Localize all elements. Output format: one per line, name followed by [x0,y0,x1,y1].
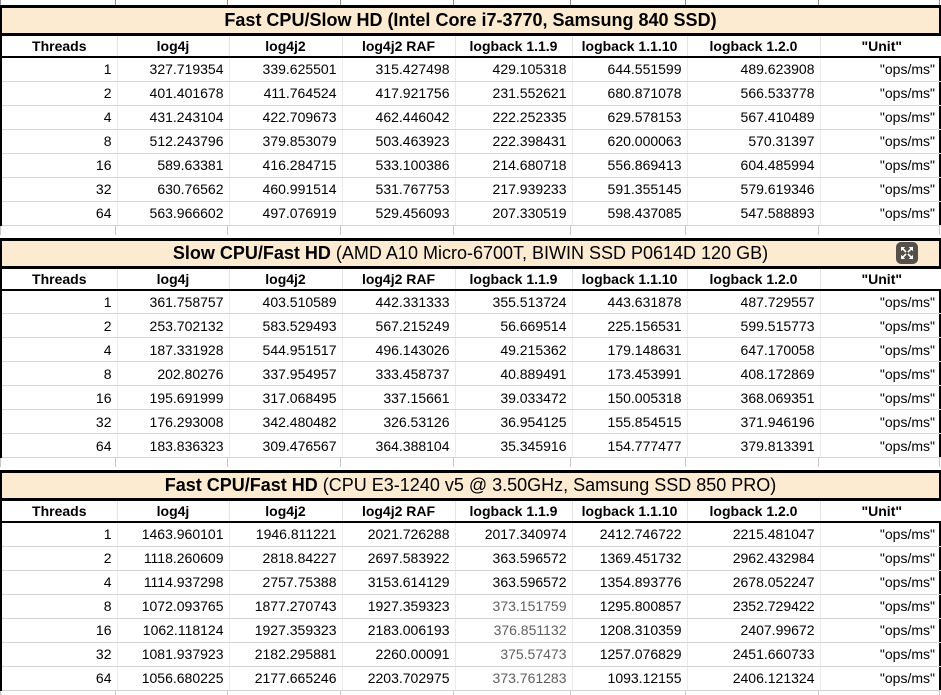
column-header-unit: "Unit" [820,36,941,57]
value-cell: 2182.295881 [229,642,342,666]
value-cell: 1877.270743 [229,594,342,618]
table-row [2,57,941,81]
value-cell: 222.398431 [455,129,572,153]
column-header-unit: "Unit" [820,269,941,290]
value-cell: 39.033472 [455,386,572,410]
value-cell: 155.854515 [572,410,687,434]
threads-cell: 1 [2,522,117,546]
unit-cell: "ops/ms" [820,434,941,458]
value-cell: 179.148631 [572,338,687,362]
benchmark-table-fast-cpu-slow-hd [0,5,941,226]
table-row [2,546,941,570]
column-header-logback-1.1.10: logback 1.1.10 [572,269,687,290]
table-title-bold: Slow CPU/Fast HD [172,242,331,263]
column-header-threads: Threads [2,269,117,290]
value-cell: 496.143026 [342,338,455,362]
value-cell: 56.669514 [455,314,572,338]
value-cell: 3153.614129 [342,570,455,594]
value-cell: 371.946196 [687,410,820,434]
value-cell: 337.954957 [229,362,342,386]
unit-cell: "ops/ms" [820,153,941,177]
value-cell: 2818.84227 [229,546,342,570]
unit-cell: "ops/ms" [820,546,941,570]
column-header-logback-1.1.9: logback 1.1.9 [455,269,572,290]
value-cell: 1114.937298 [117,570,229,594]
value-cell: 443.631878 [572,290,687,314]
value-cell: 2203.702975 [342,666,455,690]
threads-cell: 64 [2,666,117,690]
value-cell: 379.853079 [229,129,342,153]
benchmark-table-slow-cpu-fast-hd [0,238,941,459]
value-cell: 195.691999 [117,386,229,410]
value-cell: 355.513724 [455,290,572,314]
unit-cell: "ops/ms" [820,386,941,410]
threads-cell: 8 [2,129,117,153]
column-header-logback-1.2.0: logback 1.2.0 [687,269,820,290]
column-header-log4j2-raf: log4j2 RAF [342,269,455,290]
threads-cell: 16 [2,153,117,177]
threads-cell: 4 [2,570,117,594]
table-row [2,642,941,666]
unit-cell: "ops/ms" [820,57,941,81]
value-cell: 2412.746722 [572,522,687,546]
value-cell: 368.069351 [687,386,820,410]
value-cell: 503.463923 [342,129,455,153]
column-header-log4j2: log4j2 [229,269,342,290]
value-cell: 2678.052247 [687,570,820,594]
table-row [2,434,941,458]
table-row [2,105,941,129]
value-cell: 317.068495 [229,386,342,410]
value-cell: 363.596572 [455,570,572,594]
value-cell: 1093.12155 [572,666,687,690]
value-cell: 326.53126 [342,410,455,434]
unit-cell: "ops/ms" [820,105,941,129]
value-cell: 176.293008 [117,410,229,434]
value-cell: 253.702132 [117,314,229,338]
unit-cell: "ops/ms" [820,410,941,434]
value-cell: 1062.118124 [117,618,229,642]
table-row [2,618,941,642]
value-cell: 2183.006193 [342,618,455,642]
value-cell: 309.476567 [229,434,342,458]
value-cell: 2451.660733 [687,642,820,666]
value-cell: 589.63381 [117,153,229,177]
threads-cell: 16 [2,386,117,410]
value-cell: 154.777477 [572,434,687,458]
unit-cell: "ops/ms" [820,201,941,225]
expand-icon[interactable] [896,242,918,264]
unit-cell: "ops/ms" [820,618,941,642]
value-cell: 644.551599 [572,57,687,81]
value-cell: 315.427498 [342,57,455,81]
value-cell: 1354.893776 [572,570,687,594]
value-cell: 363.596572 [455,546,572,570]
value-cell: 570.31397 [687,129,820,153]
threads-cell: 8 [2,362,117,386]
column-header-log4j: log4j [117,269,229,290]
column-header-log4j2: log4j2 [229,36,342,57]
value-cell: 1369.451732 [572,546,687,570]
threads-cell: 4 [2,338,117,362]
table-title [173,241,768,266]
table-title-detail: (AMD A10 Micro-6700T, BIWIN SSD P0614D 120 GB) [330,242,769,263]
value-cell: 629.578153 [572,105,687,129]
threads-cell: 64 [2,434,117,458]
column-header-log4j: log4j [117,501,229,522]
value-cell: 1946.811221 [229,522,342,546]
value-cell: 429.105318 [455,57,572,81]
value-cell: 373.761283 [455,666,572,690]
value-cell: 630.76562 [117,177,229,201]
value-cell: 2406.121324 [687,666,820,690]
benchmark-table-fast-cpu-fast-hd [0,470,941,691]
table-title [224,8,716,33]
column-header-logback-1.2.0: logback 1.2.0 [687,36,820,57]
value-cell: 2352.729422 [687,594,820,618]
value-cell: 1295.800857 [572,594,687,618]
value-cell: 547.588893 [687,201,820,225]
value-cell: 183.836323 [117,434,229,458]
column-header-logback-1.2.0: logback 1.2.0 [687,501,820,522]
value-cell: 487.729557 [687,290,820,314]
value-cell: 591.355145 [572,177,687,201]
value-cell: 2260.00091 [342,642,455,666]
column-header-logback-1.1.10: logback 1.1.10 [572,36,687,57]
threads-cell: 2 [2,314,117,338]
value-cell: 49.215362 [455,338,572,362]
column-header-logback-1.1.9: logback 1.1.9 [455,36,572,57]
value-cell: 225.156531 [572,314,687,338]
threads-cell: 2 [2,81,117,105]
column-header-log4j2-raf: log4j2 RAF [342,36,455,57]
table-row [2,290,941,314]
value-cell: 416.284715 [229,153,342,177]
unit-cell: "ops/ms" [820,290,941,314]
value-cell: 411.764524 [229,81,342,105]
value-cell: 563.966602 [117,201,229,225]
value-cell: 620.000063 [572,129,687,153]
value-cell: 2962.432984 [687,546,820,570]
value-cell: 1081.937923 [117,642,229,666]
value-cell: 567.215249 [342,314,455,338]
column-header-threads: Threads [2,501,117,522]
table-title-bar [2,238,939,269]
value-cell: 222.252335 [455,105,572,129]
value-cell: 680.871078 [572,81,687,105]
grid-strip-gap [0,458,941,470]
value-cell: 512.243796 [117,129,229,153]
unit-cell: "ops/ms" [820,81,941,105]
value-cell: 327.719354 [117,57,229,81]
table-row [2,386,941,410]
value-cell: 401.401678 [117,81,229,105]
column-header-threads: Threads [2,36,117,57]
column-header-row [2,269,941,290]
data-table [2,269,941,459]
column-header-logback-1.1.9: logback 1.1.9 [455,501,572,522]
value-cell: 1056.680225 [117,666,229,690]
value-cell: 403.510589 [229,290,342,314]
table-row [2,338,941,362]
value-cell: 1927.359323 [229,618,342,642]
threads-cell: 32 [2,410,117,434]
threads-cell: 32 [2,177,117,201]
threads-cell: 8 [2,594,117,618]
value-cell: 2177.665246 [229,666,342,690]
value-cell: 1072.093765 [117,594,229,618]
value-cell: 339.625501 [229,57,342,81]
table-row [2,81,941,105]
value-cell: 531.767753 [342,177,455,201]
table-row [2,314,941,338]
value-cell: 1257.076829 [572,642,687,666]
value-cell: 361.758757 [117,290,229,314]
column-header-row [2,501,941,522]
unit-cell: "ops/ms" [820,177,941,201]
value-cell: 604.485994 [687,153,820,177]
unit-cell: "ops/ms" [820,314,941,338]
value-cell: 1463.960101 [117,522,229,546]
value-cell: 1118.260609 [117,546,229,570]
column-header-log4j2: log4j2 [229,501,342,522]
value-cell: 529.456093 [342,201,455,225]
column-header-unit: "Unit" [820,501,941,522]
value-cell: 2021.726288 [342,522,455,546]
table-title-bar [2,5,939,36]
threads-cell: 1 [2,57,117,81]
value-cell: 2017.340974 [455,522,572,546]
table-row [2,522,941,546]
threads-cell: 64 [2,201,117,225]
value-cell: 333.458737 [342,362,455,386]
unit-cell: "ops/ms" [820,666,941,690]
column-header-row [2,36,941,57]
value-cell: 2697.583922 [342,546,455,570]
threads-cell: 2 [2,546,117,570]
value-cell: 231.552621 [455,81,572,105]
table-row [2,129,941,153]
data-table [2,501,941,691]
value-cell: 337.15661 [342,386,455,410]
value-cell: 2215.481047 [687,522,820,546]
table-row [2,201,941,225]
value-cell: 2407.99672 [687,618,820,642]
value-cell: 579.619346 [687,177,820,201]
threads-cell: 4 [2,105,117,129]
value-cell: 40.889491 [455,362,572,386]
value-cell: 36.954125 [455,410,572,434]
value-cell: 376.851132 [455,618,572,642]
value-cell: 567.410489 [687,105,820,129]
value-cell: 364.388104 [342,434,455,458]
table-row [2,362,941,386]
table-title-detail: (CPU E3-1240 v5 @ 3.50GHz, Samsung SSD 850 PRO) [317,475,777,495]
value-cell: 497.076919 [229,201,342,225]
unit-cell: "ops/ms" [820,522,941,546]
value-cell: 408.172869 [687,362,820,386]
value-cell: 460.991514 [229,177,342,201]
value-cell: 1208.310359 [572,618,687,642]
value-cell: 373.151759 [455,594,572,618]
table-title-bar [2,470,939,501]
table-row [2,594,941,618]
value-cell: 214.680718 [455,153,572,177]
value-cell: 431.243104 [117,105,229,129]
grid-strip-gap [0,226,941,238]
unit-cell: "ops/ms" [820,570,941,594]
column-header-logback-1.1.10: logback 1.1.10 [572,501,687,522]
table-row [2,666,941,690]
value-cell: 173.453991 [572,362,687,386]
value-cell: 544.951517 [229,338,342,362]
value-cell: 202.80276 [117,362,229,386]
value-cell: 599.515773 [687,314,820,338]
table-row [2,177,941,201]
data-table [2,36,941,226]
value-cell: 150.005318 [572,386,687,410]
table-row [2,570,941,594]
value-cell: 462.446042 [342,105,455,129]
value-cell: 2757.75388 [229,570,342,594]
unit-cell: "ops/ms" [820,338,941,362]
value-cell: 217.939233 [455,177,572,201]
column-header-log4j2-raf: log4j2 RAF [342,501,455,522]
value-cell: 375.57473 [455,642,572,666]
value-cell: 1927.359323 [342,594,455,618]
table-row [2,410,941,434]
unit-cell: "ops/ms" [820,362,941,386]
table-row [2,153,941,177]
value-cell: 647.170058 [687,338,820,362]
value-cell: 566.533778 [687,81,820,105]
value-cell: 417.921756 [342,81,455,105]
value-cell: 207.330519 [455,201,572,225]
value-cell: 35.345916 [455,434,572,458]
value-cell: 583.529493 [229,314,342,338]
unit-cell: "ops/ms" [820,129,941,153]
threads-cell: 32 [2,642,117,666]
unit-cell: "ops/ms" [820,642,941,666]
threads-cell: 16 [2,618,117,642]
threads-cell: 1 [2,290,117,314]
value-cell: 442.331333 [342,290,455,314]
value-cell: 379.813391 [687,434,820,458]
value-cell: 598.437085 [572,201,687,225]
value-cell: 187.331928 [117,338,229,362]
value-cell: 533.100386 [342,153,455,177]
value-cell: 556.869413 [572,153,687,177]
table-title-bold: Fast CPU/Fast HD [164,475,318,495]
table-title [165,473,777,498]
value-cell: 422.709673 [229,105,342,129]
value-cell: 489.623908 [687,57,820,81]
unit-cell: "ops/ms" [820,594,941,618]
column-header-log4j: log4j [117,36,229,57]
table-title-bold: Fast CPU/Slow HD (Intel Core i7-3770, Samsung 840 SSD) [224,10,717,30]
value-cell: 342.480482 [229,410,342,434]
